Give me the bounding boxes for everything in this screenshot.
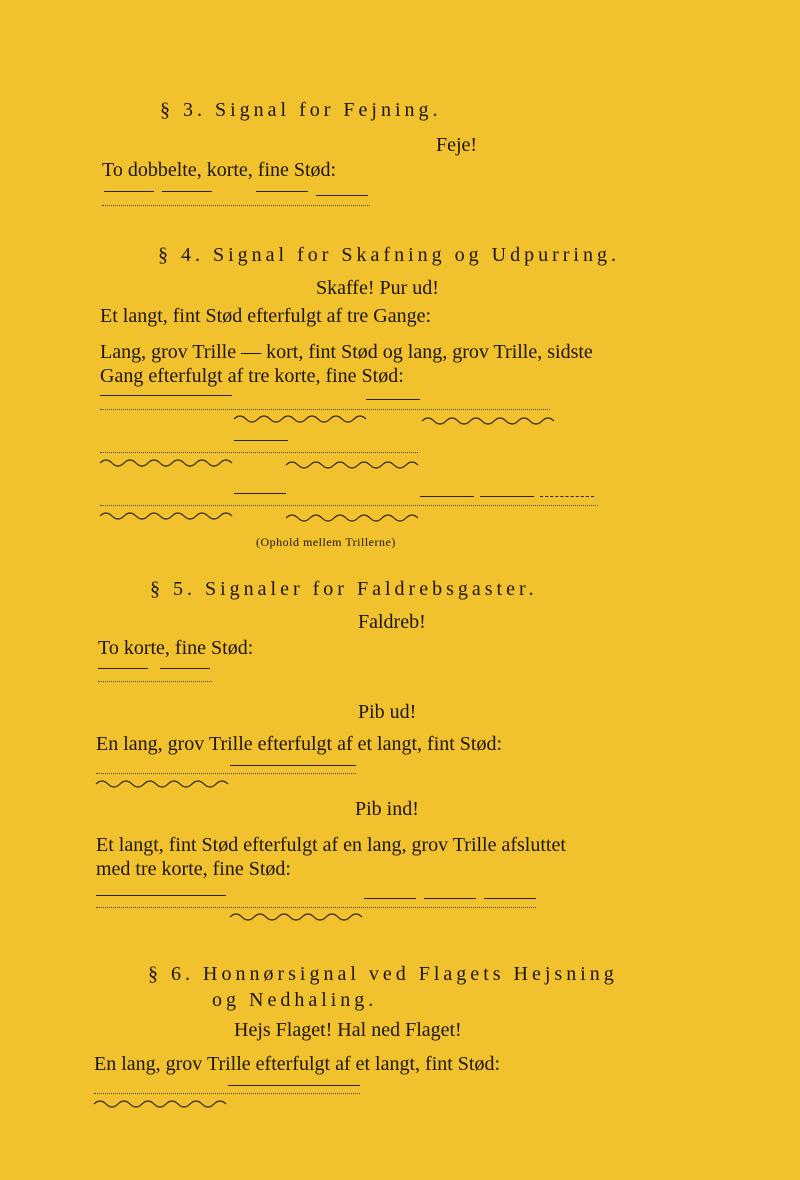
section-6-heading: § 6. Honnørsignal ved Flagets Hejsning bbox=[148, 963, 618, 985]
section-5-command-faldreb: Faldreb! bbox=[358, 611, 426, 633]
section-4-heading: § 4. Signal for Skafning og Udpurring. bbox=[158, 244, 620, 266]
section-5-description-pib-ud: En lang, grov Trille efterfulgt af et langt, fint Stød: bbox=[96, 733, 503, 755]
section-5-heading: § 5. Signaler for Faldrebsgaster. bbox=[150, 578, 538, 600]
section-5-description-pib-ind-2: med tre korte, fine Stød: bbox=[96, 858, 291, 880]
section-4-description-3: Gang efterfulgt af tre korte, fine Stød: bbox=[100, 365, 404, 387]
section-6-heading-cont: og Nedhaling. bbox=[212, 989, 378, 1011]
section-4-command: Skaffe! Pur ud! bbox=[316, 277, 439, 299]
section-4-note: (Ophold mellem Trillerne) bbox=[256, 535, 396, 549]
section-3-description: To dobbelte, korte, fine Stød: bbox=[102, 159, 337, 181]
section-5-description-pib-ind-1: Et langt, fint Stød efterfulgt af en lang, grov Trille afsluttet bbox=[96, 834, 566, 856]
section-4-description-1: Et langt, fint Stød efterfulgt af tre Gange: bbox=[100, 305, 432, 327]
section-6-description: En lang, grov Trille efterfulgt af et langt, fint Stød: bbox=[94, 1053, 501, 1075]
section-6-command: Hejs Flaget! Hal ned Flaget! bbox=[234, 1019, 462, 1041]
section-3-command: Feje! bbox=[436, 134, 478, 156]
section-4-description-2: Lang, grov Trille — kort, fint Stød og lang, grov Trille, sidste bbox=[100, 341, 593, 363]
section-5-command-pib-ind: Pib ind! bbox=[355, 798, 419, 820]
section-5-description-faldreb: To korte, fine Stød: bbox=[98, 637, 254, 659]
section-3-heading: § 3. Signal for Fejning. bbox=[160, 99, 442, 121]
section-5-command-pib-ud: Pib ud! bbox=[358, 701, 417, 723]
